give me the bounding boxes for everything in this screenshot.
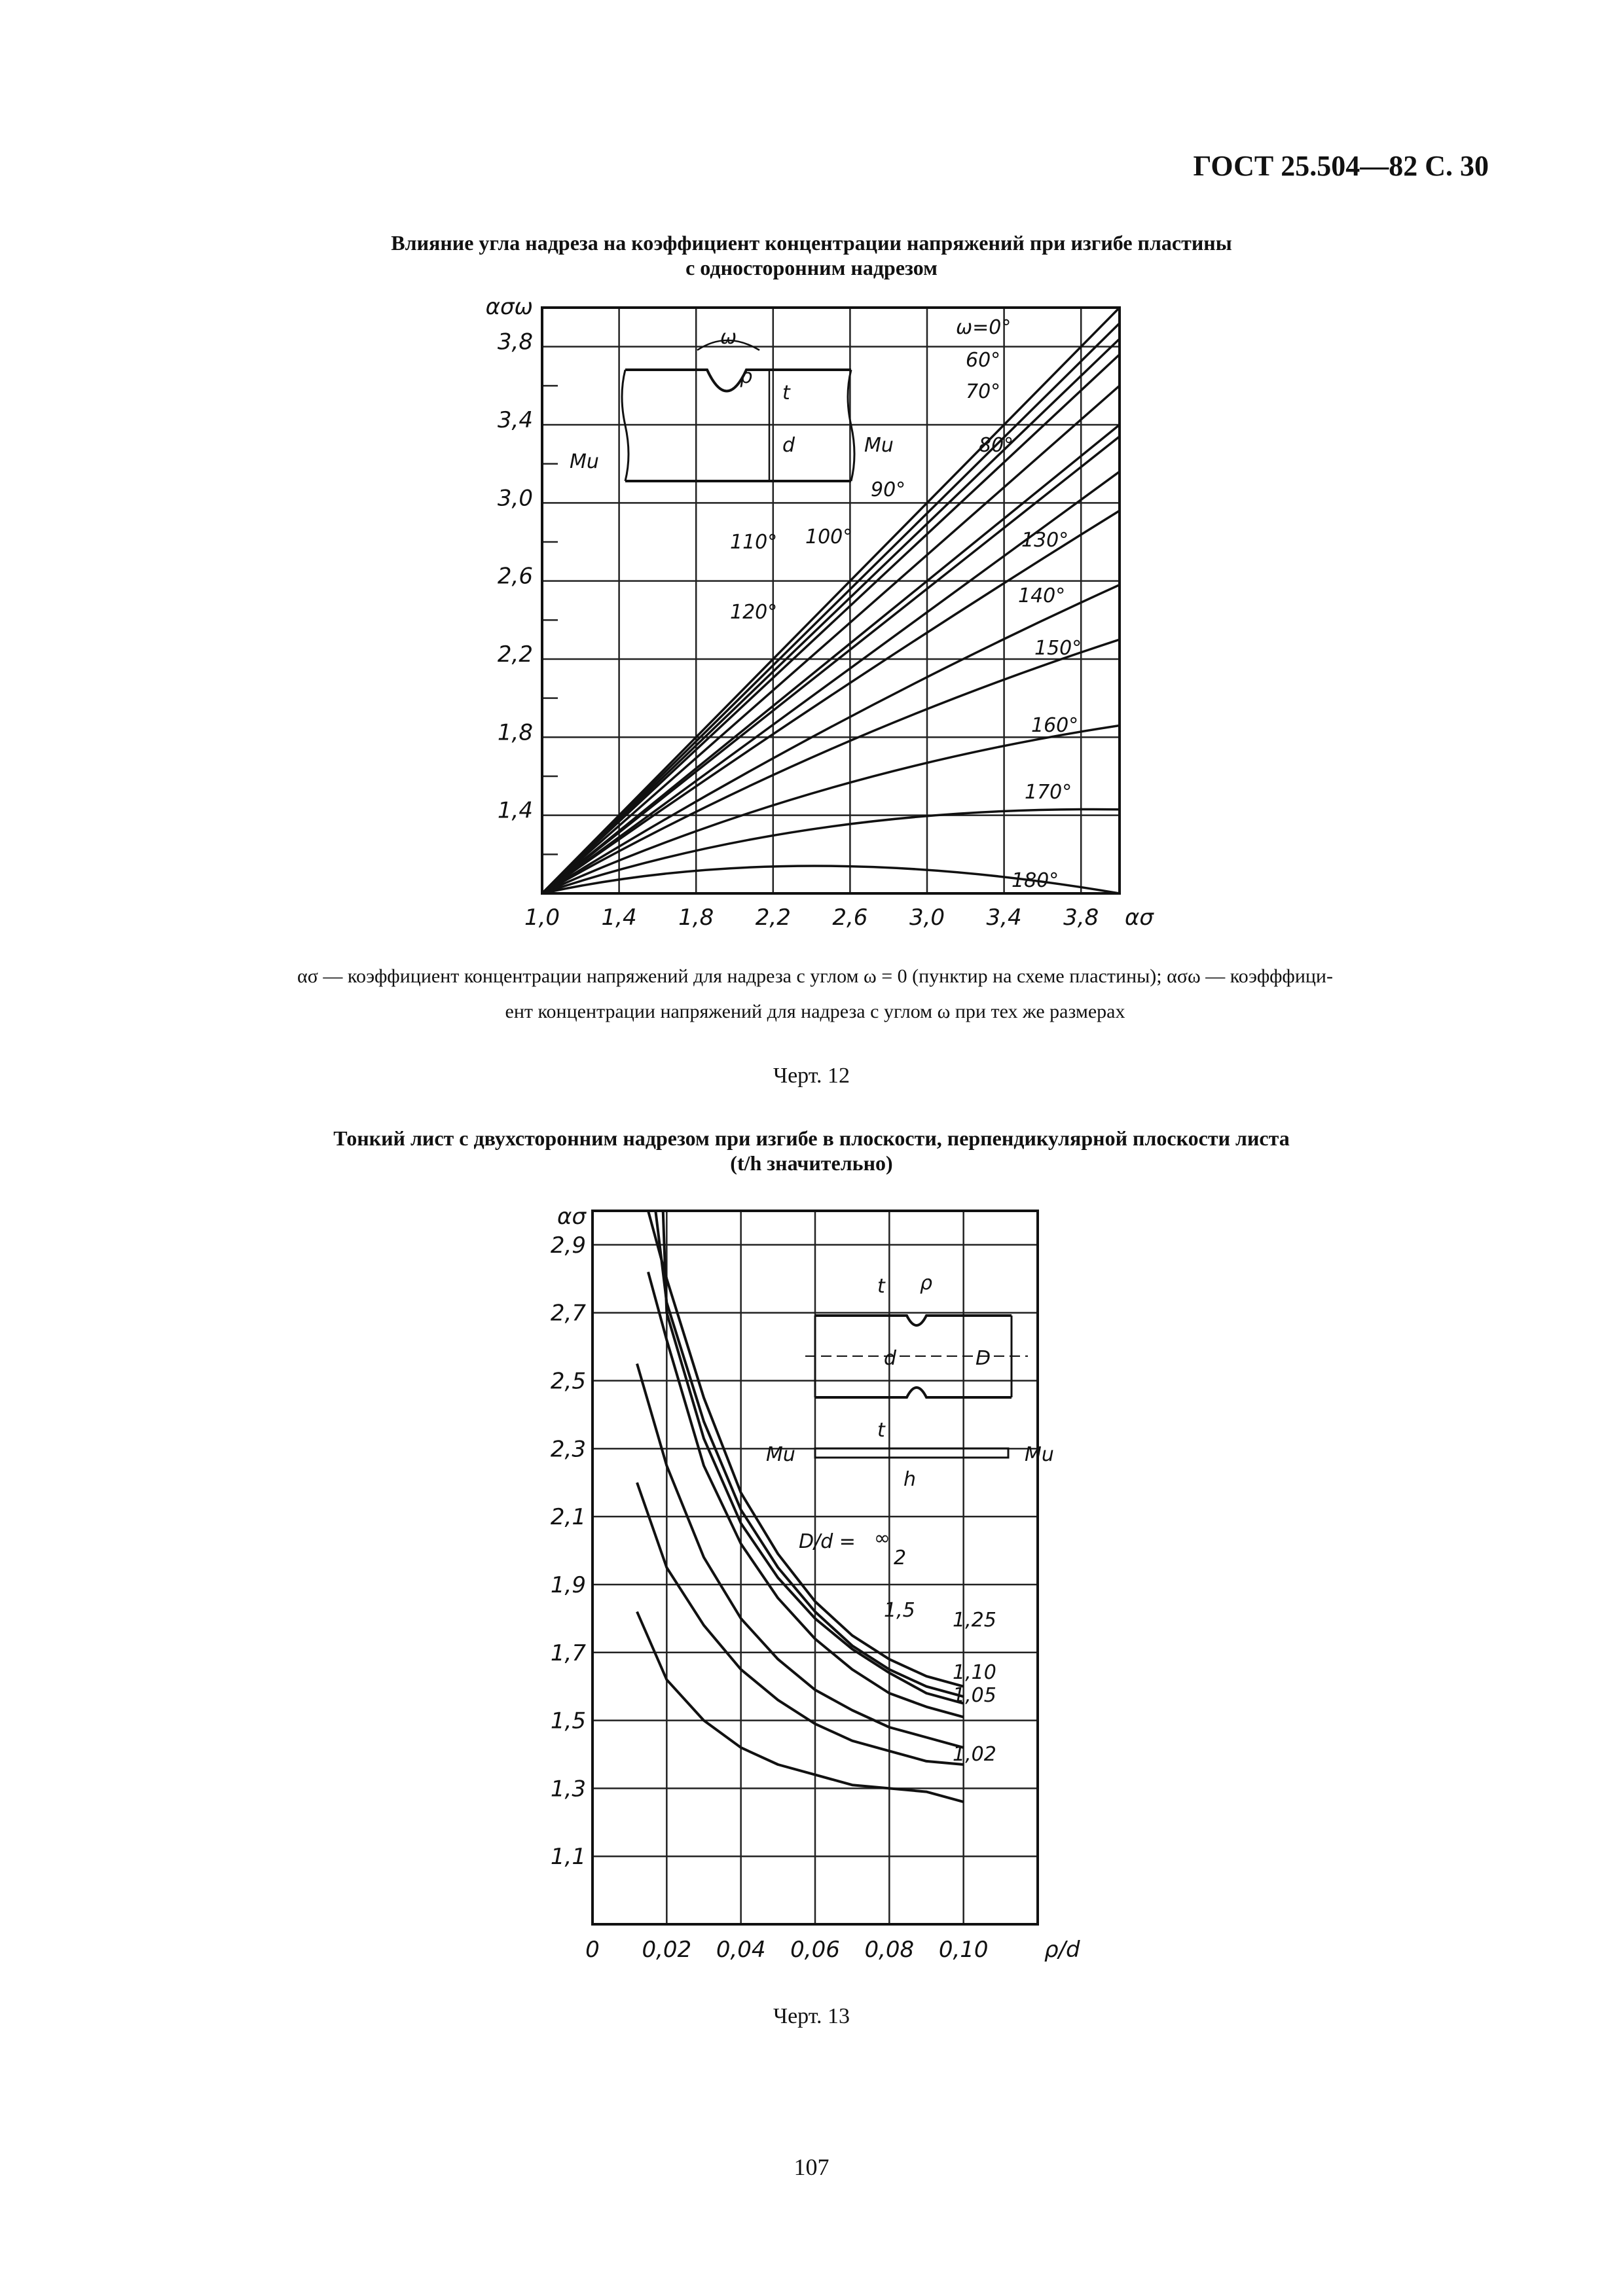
y-tick-label: 2,7: [550, 1300, 586, 1327]
series-label-5: 1,05: [953, 1684, 996, 1707]
schematic-omega: ω: [720, 326, 737, 349]
y-tick-label: 3,8: [497, 329, 533, 355]
figure12-note-line2: ент концентрации напряжений для надреза с углом ω при тех же размерах: [505, 1001, 1125, 1022]
schematic-d: d: [884, 1347, 897, 1370]
series-label-1: 60°: [966, 349, 1001, 372]
series-label-1: 2: [894, 1547, 907, 1570]
y-tick-label: 3,0: [497, 485, 533, 512]
figure12-title-line1: Влияние угла надреза на коэффициент концентрации напряжений при изгибе пластины: [391, 231, 1232, 255]
schematic-moment-left: Mu: [570, 450, 599, 473]
figure13-title-line2: (t/h значительно): [730, 1151, 893, 1175]
y-tick-label: 1,8: [497, 719, 533, 746]
y-tick-label: 3,4: [497, 407, 533, 433]
x-tick-label: 3,0: [909, 905, 945, 931]
series-label-0: ∞: [874, 1527, 890, 1550]
schematic-t-top: t: [877, 1275, 885, 1298]
y-tick-label: 1,1: [550, 1844, 586, 1871]
figure12-note-line1: ασ — коэффициент концентрации напряжений для надреза с углом ω = 0 (пунктир на схеме пластины); ασω — коэфффици-: [297, 965, 1333, 987]
series-label-6: 1,02: [953, 1743, 996, 1766]
series-label-5: 100°: [805, 526, 853, 548]
y-tick-label: 1,5: [550, 1708, 586, 1734]
x-tick-label: 3,8: [1063, 905, 1099, 931]
x-tick-label: 1,4: [601, 905, 637, 931]
y-tick-label: 2,9: [550, 1232, 586, 1259]
series-line-4: [637, 1364, 964, 1748]
x-axis-label: ρ/d: [1044, 1937, 1080, 1963]
series-label-0: ω=0°: [956, 316, 1012, 339]
y-tick-label: 1,7: [550, 1640, 586, 1666]
x-tick-label: 2,6: [832, 905, 868, 931]
series-label-4: 90°: [871, 478, 906, 501]
series-label-13: 180°: [1012, 869, 1059, 892]
schematic-h: h: [903, 1468, 917, 1491]
series-label-3: 1,25: [953, 1609, 996, 1632]
series-label-12: 170°: [1025, 781, 1072, 804]
series-label-11: 160°: [1031, 714, 1079, 737]
series-label-2: 1,5: [884, 1599, 915, 1622]
series-line-6: [637, 1612, 964, 1803]
y-tick-label: 2,1: [550, 1504, 586, 1531]
x-tick-label: 0,08: [864, 1937, 915, 1963]
x-tick-label: 2,2: [755, 905, 791, 931]
schematic-moment-right: Mu: [1025, 1443, 1054, 1466]
y-axis-label: ασω: [485, 294, 533, 320]
x-tick-label: 3,4: [986, 905, 1022, 931]
series-label-10: 150°: [1034, 637, 1082, 660]
y-tick-label: 2,5: [550, 1368, 586, 1395]
y-tick-label: 2,3: [550, 1436, 586, 1463]
series-label-4: 1,10: [953, 1661, 996, 1684]
y-tick-label: 2,2: [497, 641, 533, 668]
schematic-sheet-edge: [815, 1448, 1008, 1458]
y-tick-label: 1,9: [550, 1571, 586, 1598]
y-tick-label: 1,4: [497, 797, 533, 824]
x-tick-label: 0,10: [938, 1937, 989, 1963]
x-tick-label: 0,02: [642, 1937, 692, 1963]
schematic-t-bottom: t: [877, 1419, 885, 1442]
y-axis-label: ασ: [557, 1204, 586, 1230]
x-tick-label: 0,04: [716, 1937, 766, 1963]
series-label-7: 120°: [730, 601, 778, 624]
series-label-6: 110°: [730, 531, 778, 554]
figure13-title-line1: Тонкий лист с двухсторонним надрезом при изгибе в плоскости, перпендикулярной плоскости листа: [333, 1126, 1290, 1150]
schematic-top-edge: [815, 1316, 1012, 1325]
legend-prefix: D/d =: [799, 1530, 856, 1553]
x-tick-label: 0: [585, 1937, 600, 1963]
figure12-title-line2: с односторонним надрезом: [685, 256, 938, 279]
x-tick-label: 0,06: [790, 1937, 840, 1963]
x-tick-label: 1,8: [678, 905, 714, 931]
schematic-D: D: [976, 1347, 991, 1370]
schematic-t: t: [782, 382, 790, 404]
figure13-caption: Черт. 13: [773, 2004, 850, 2028]
series-label-8: 130°: [1021, 529, 1069, 552]
page-header: ГОСТ 25.504—82 С. 30: [1193, 150, 1489, 182]
x-tick-label: 1,0: [524, 905, 560, 931]
schematic-bottom-edge: [815, 1388, 1012, 1397]
page-number: 107: [793, 2154, 830, 2180]
y-tick-label: 2,6: [497, 563, 533, 590]
schematic-rho: ρ: [740, 365, 753, 388]
series-label-3: 80°: [979, 434, 1014, 457]
schematic-rho: ρ: [920, 1272, 933, 1295]
x-axis-label: ασ: [1125, 905, 1154, 931]
y-tick-label: 1,3: [550, 1776, 586, 1803]
series-line-3: [648, 1272, 964, 1717]
schematic-d: d: [782, 434, 795, 457]
series-label-9: 140°: [1018, 584, 1066, 607]
schematic-moment-left: Mu: [766, 1443, 795, 1466]
series-label-2: 70°: [966, 380, 1001, 403]
schematic-moment-right: Mu: [864, 434, 894, 457]
figure12-caption: Черт. 12: [773, 1064, 850, 1088]
